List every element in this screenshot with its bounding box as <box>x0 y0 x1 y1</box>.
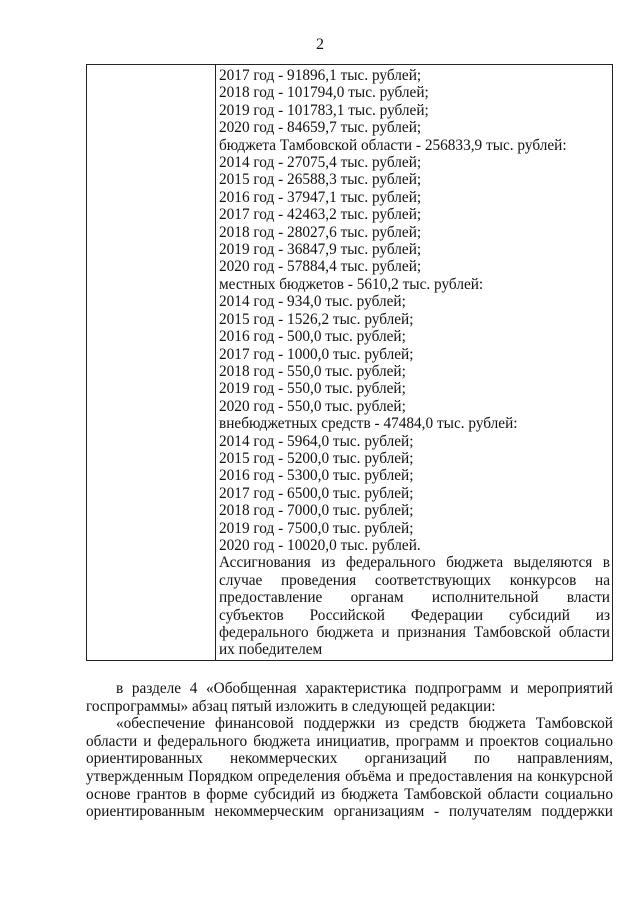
funding-line: 2020 год - 57884,4 тыс. рублей; <box>219 258 422 276</box>
body-line: утвержденным Порядком определения объёма и предоставления на конкурсной <box>86 767 613 785</box>
note-line: субъектов Российской Федерации субсидий из <box>219 606 610 624</box>
funding-line: 2016 год - 500,0 тыс. рублей; <box>219 328 406 346</box>
funding-line: 2019 год - 36847,9 тыс. рублей; <box>219 241 422 259</box>
funding-line: 2019 год - 101783,1 тыс. рублей; <box>219 101 429 119</box>
note-line: Ассигнования из федерального бюджета выделяются в <box>219 554 610 572</box>
funding-line: 2019 год - 550,0 тыс. рублей; <box>219 380 406 398</box>
body-line: госпрограммы» абзац пятый изложить в следующей редакции: <box>86 697 496 715</box>
funding-cell <box>219 67 610 659</box>
body-line: основе грантов в форме субсидий из бюджета Тамбовской области социально <box>86 785 613 803</box>
funding-source-heading: внебюджетных средств - 47484,0 тыс. рублей: <box>219 415 518 433</box>
amendment-text <box>86 680 613 821</box>
funding-line: 2014 год - 27075,4 тыс. рублей; <box>219 154 422 172</box>
body-line: «обеспечение финансовой поддержки из средств бюджета Тамбовской <box>116 715 613 733</box>
note-line: федерального бюджета и признания Тамбовской области <box>219 624 610 641</box>
funding-line: 2015 год - 5200,0 тыс. рублей; <box>219 449 414 467</box>
note-line: случае проведения соответствующих конкурсов на <box>219 571 610 589</box>
funding-line: 2017 год - 1000,0 тыс. рублей; <box>219 345 414 363</box>
body-line: области и федерального бюджета инициатив, программ и проектов социально <box>86 732 613 750</box>
table-column-divider <box>215 65 216 660</box>
funding-line: 2020 год - 550,0 тыс. рублей; <box>219 397 406 415</box>
funding-line: 2017 год - 91896,1 тыс. рублей; <box>219 67 422 84</box>
page-number: 2 <box>316 36 324 53</box>
note-line: предоставление органам исполнительной власти <box>219 589 610 607</box>
funding-line: 2017 год - 6500,0 тыс. рублей; <box>219 484 414 502</box>
body-line: ориентированных некоммерческих организаций по направлениям, <box>86 750 613 768</box>
funding-line: 2016 год - 5300,0 тыс. рублей; <box>219 467 414 485</box>
funding-line: 2020 год - 84659,7 тыс. рублей; <box>219 119 422 137</box>
federal-allocation-note <box>219 554 610 658</box>
program-table <box>86 64 613 661</box>
funding-line: 2016 год - 37947,1 тыс. рублей; <box>219 188 422 206</box>
funding-line: 2014 год - 934,0 тыс. рублей; <box>219 293 406 311</box>
funding-source-heading: местных бюджетов - 5610,2 тыс. рублей: <box>219 275 484 293</box>
funding-line: 2015 год - 26588,3 тыс. рублей; <box>219 171 422 189</box>
funding-source-heading: бюджета Тамбовской области - 256833,9 тыс. рублей: <box>219 136 567 154</box>
funding-line: 2017 год - 42463,2 тыс. рублей; <box>219 206 422 224</box>
funding-line: 2020 год - 10020,0 тыс. рублей. <box>219 536 421 554</box>
funding-line: 2018 год - 7000,0 тыс. рублей; <box>219 502 414 520</box>
funding-line: 2018 год - 28027,6 тыс. рублей; <box>219 223 422 241</box>
funding-line: 2014 год - 5964,0 тыс. рублей; <box>219 432 414 450</box>
funding-line: 2018 год - 101794,0 тыс. рублей; <box>219 84 429 102</box>
funding-line: 2015 год - 1526,2 тыс. рублей; <box>219 310 414 328</box>
funding-line: 2018 год - 550,0 тыс. рублей; <box>219 362 406 380</box>
note-line: их победителем <box>219 641 323 659</box>
body-line: в разделе 4 «Обобщенная характеристика подпрограмм и мероприятий <box>116 680 613 697</box>
funding-line: 2019 год - 7500,0 тыс. рублей; <box>219 519 414 537</box>
body-line: ориентированным некоммерческим организациям - получателям поддержки <box>86 803 613 821</box>
